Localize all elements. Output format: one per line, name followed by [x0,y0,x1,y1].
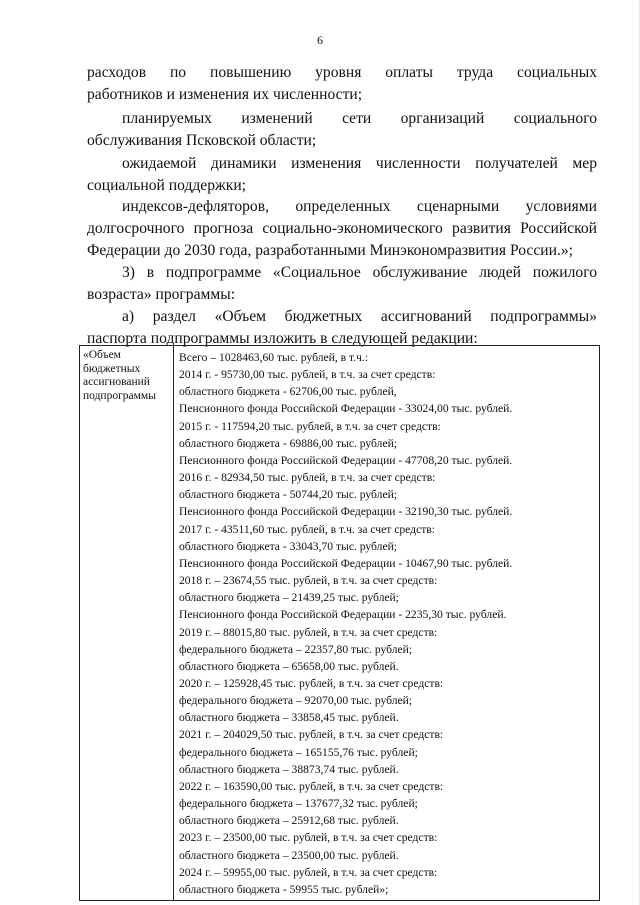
paragraph-line: планируемых изменений сети организаций социального [122,110,597,127]
value-line: 2020 г. – 125928,45 тыс. рублей, в т.ч. за счет средств: [179,676,444,690]
paragraph-line: 3) в подпрограмме «Социальное обслуживание людей пожилого [122,264,597,281]
paragraph-subprogram-item [87,262,597,306]
value-line: 2021 г. – 204029,50 тыс. рублей, в т.ч. за счет средств: [179,728,444,742]
paragraph-line: возраста» программы: [87,286,236,303]
paragraph-salary-expenses [87,62,597,106]
value-line: 2023 г. – 23500,00 тыс. рублей, в т.ч. за счет средств: [179,831,438,845]
value-line: 2018 г. – 23674,55 тыс. рублей, в т.ч. за счет средств: [179,574,438,588]
paragraph-line: Федерации до 2030 года, разработанными Минэкономразвития России.»; [87,242,573,259]
value-line: областного бюджета – 21439,25 тыс. рублей; [179,591,399,605]
value-line: Пенсионного фонда Российской Федерации - 2235,30 тыс. рублей. [179,608,507,622]
value-line: Пенсионного фонда Российской Федерации - 47708,20 тыс. рублей. [179,453,513,467]
paragraph-line: индексов-дефляторов, определенных сценарными условиями [122,198,597,215]
value-line: Пенсионного фонда Российской Федерации - 32190,30 тыс. рублей. [179,505,513,519]
value-line: федерального бюджета – 137677,32 тыс. рублей; [179,797,418,811]
value-line: федерального бюджета – 92070,00 тыс. рублей; [179,694,413,708]
value-line: областного бюджета – 25912,68 тыс. рублей. [179,814,399,828]
label-line: подпрограммы [83,389,156,402]
table-row [80,346,600,901]
value-line: федерального бюджета – 22357,80 тыс. рублей; [179,642,413,656]
paragraph-line: ожидаемой динамики изменения численности получателей мер [122,155,597,172]
value-line: федерального бюджета – 165155,76 тыс. рублей; [179,745,418,759]
value-line: областного бюджета – 23500,00 тыс. рублей. [179,848,399,862]
value-line: 2022 г. – 163590,00 тыс. рублей, в т.ч. за счет средств: [179,779,444,793]
paragraph-line: долгосрочного прогноза социально-экономического развития Российской [87,220,597,237]
value-line: 2015 г. - 117594,20 тыс. рублей, в т.ч. за счет средств: [179,419,441,433]
value-line: областного бюджета – 38873,74 тыс. рублей. [179,762,399,776]
value-line: Пенсионного фонда Российской Федерации - 33024,00 тыс. рублей. [179,402,513,416]
value-line: 2016 г. - 82934,50 тыс. рублей, в т.ч. за счет средств: [179,471,436,485]
paragraph-line: паспорта подпрограммы изложить в следующей редакции: [87,330,478,347]
paragraph-section-a [87,306,597,350]
value-line: 2017 г. - 43511,60 тыс. рублей, в т.ч. за счет средств: [179,522,435,536]
value-line: областного бюджета - 69886,00 тыс. рублей; [179,436,398,450]
label-line: бюджетных [83,362,141,375]
paragraph-line: социальной поддержки; [87,177,247,194]
value-line: 2014 г. - 95730,00 тыс. рублей, в т.ч. за счет средств: [179,368,436,382]
value-line: областного бюджета - 50744,20 тыс. рублей; [179,488,398,502]
table-value-cell [174,346,600,901]
page-number: 6 [317,33,323,47]
label-line: ассигнований [83,376,150,388]
paragraph-line: расходов по повышению уровня оплаты труда социальных [87,64,597,81]
value-line: областного бюджета - 62706,00 тыс. рублей, [179,385,397,399]
passport-table [79,345,600,901]
value-line: областного бюджета – 65658,00 тыс. рублей. [179,659,399,673]
value-line: областного бюджета – 33858,45 тыс. рублей. [179,711,399,725]
paragraph-line: а) раздел «Объем бюджетных ассигнований подпрограммы» [122,308,597,325]
paragraph-line: работников и изменения их численности; [87,86,363,103]
label-line: «Объем [83,349,121,361]
value-line: областного бюджета - 33043,70 тыс. рублей; [179,539,398,553]
table-label-cell [80,346,174,901]
value-line: Всего – 1028463,60 тыс. рублей, в т.ч.: [179,351,369,364]
value-line: 2024 г. – 59955,00 тыс. рублей, в т.ч. за счет средств: [179,865,438,879]
value-line: областного бюджета - 59955 тыс. рублей»; [179,882,389,896]
value-line: Пенсионного фонда Российской Федерации - 10467,90 тыс. рублей. [179,556,513,570]
paragraph-expected-dynamics [87,153,597,197]
paragraph-deflator-indices [87,196,597,262]
paragraph-planned-changes [87,108,597,152]
value-line: 2019 г. – 88015,80 тыс. рублей, в т.ч. за счет средств: [179,625,438,639]
paragraph-line: обслуживания Псковской области; [87,132,317,149]
